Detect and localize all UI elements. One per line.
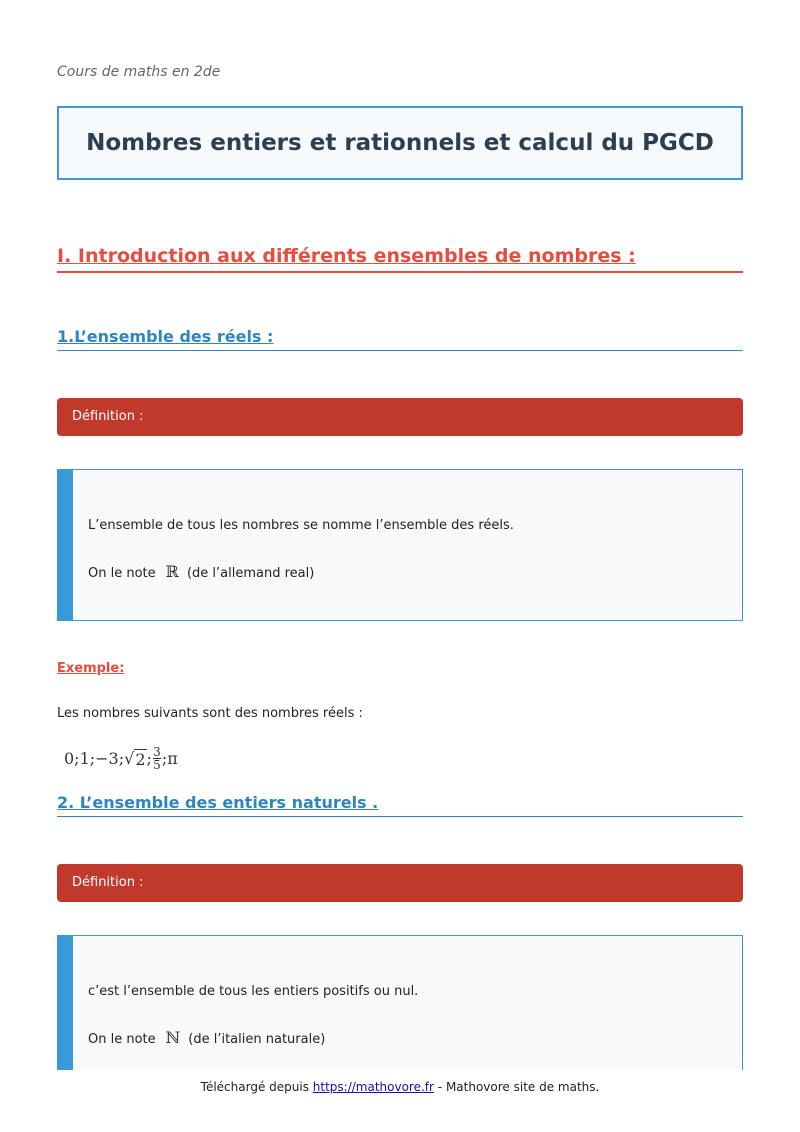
definition-note-prefix: On le note xyxy=(88,1032,156,1047)
page-footer xyxy=(0,1080,800,1094)
definition-text-line1: L’ensemble de tous les nombres se nomme l’ensemble des réels. xyxy=(88,518,514,533)
course-subtitle: Cours de maths en 2de xyxy=(57,64,221,80)
example-text: Les nombres suivants sont des nombres réels : xyxy=(57,706,363,721)
section-heading-introduction xyxy=(57,245,743,273)
footer-prefix: Téléchargé depuis xyxy=(200,1080,309,1094)
footer-link[interactable]: https://mathovore.fr xyxy=(312,1080,434,1094)
example-label: Exemple: xyxy=(57,661,125,676)
section-heading-text: I. Introduction aux différents ensembles de nombres : xyxy=(57,245,636,267)
fraction-numerator: 3 xyxy=(153,745,161,759)
example-math-expression xyxy=(64,746,178,771)
page-title-box xyxy=(57,106,743,180)
naturals-symbol: ℕ xyxy=(165,1028,181,1047)
math-part2: ;π xyxy=(161,749,178,768)
definition-text-line2 xyxy=(88,1028,325,1047)
subsection-heading-reels xyxy=(57,327,743,351)
fraction xyxy=(153,746,161,771)
definition-bar-reels: Définition : xyxy=(57,398,743,436)
reals-symbol: ℝ xyxy=(165,562,179,581)
definition-text-line1: c’est l’ensemble de tous les entiers positifs ou nul. xyxy=(88,984,419,999)
definition-text-line2 xyxy=(88,562,314,581)
math-part1: 0;1;−3; xyxy=(64,749,125,768)
definition-note-prefix: On le note xyxy=(88,566,156,581)
math-separator: ; xyxy=(146,749,152,768)
subsection-heading-naturels xyxy=(57,793,743,817)
definition-box-naturels xyxy=(57,935,743,1087)
definition-note-suffix: (de l’allemand real) xyxy=(186,566,315,581)
footer-suffix: - Mathovore site de maths. xyxy=(437,1080,600,1094)
definition-bar-naturels: Définition : xyxy=(57,864,743,902)
sqrt-sign: √ xyxy=(124,749,135,768)
subsection-heading-text: 2. L’ensemble des entiers naturels . xyxy=(57,793,379,812)
definition-box-reels xyxy=(57,469,743,621)
fraction-denominator: 5 xyxy=(153,758,161,772)
subsection-heading-text: 1.L’ensemble des réels : xyxy=(57,327,274,346)
definition-note-suffix: (de l’italien naturale) xyxy=(188,1032,326,1047)
sqrt-argument: 2 xyxy=(135,749,146,769)
page-title: Nombres entiers et rationnels et calcul du PGCD xyxy=(86,130,714,156)
